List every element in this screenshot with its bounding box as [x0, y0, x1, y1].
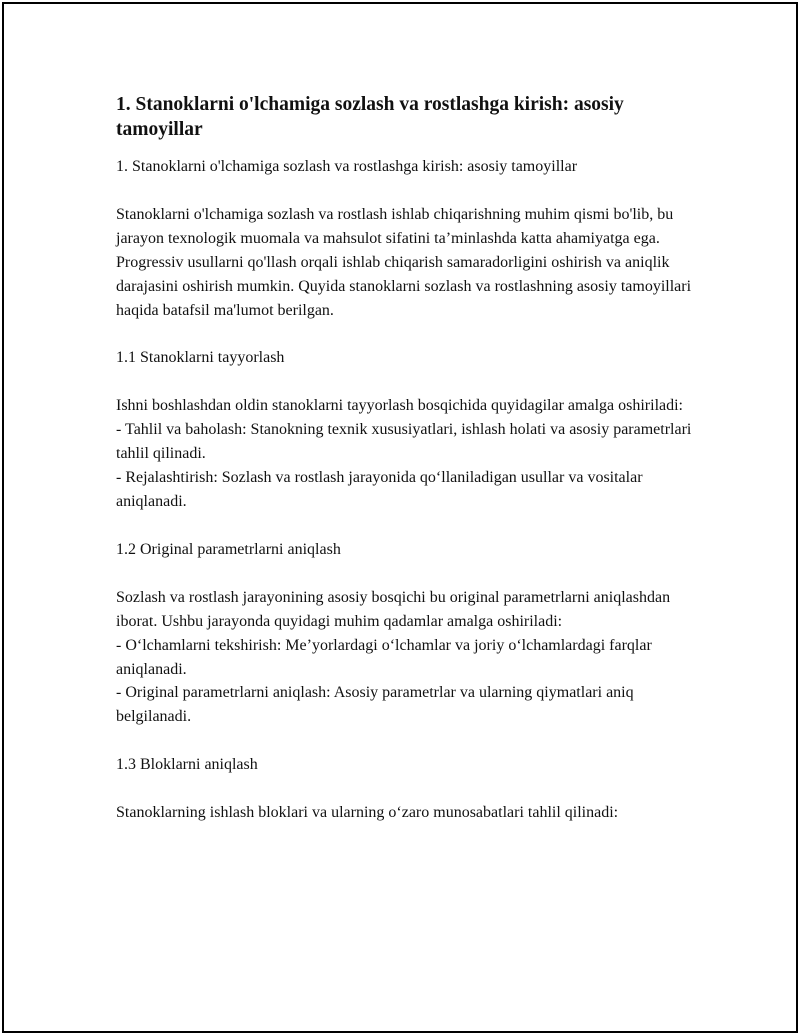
section-heading-1-1: 1.1 Stanoklarni tayyorlash [116, 349, 285, 367]
section-heading-1-3: 1.3 Bloklarni aniqlash [116, 756, 258, 774]
section-heading-1-2: 1.2 Original parametrlarni aniqlash [116, 540, 341, 558]
section-paragraph-1-3: Stanoklarning ishlash bloklari va ularning o‘zaro munosabatlari tahlil qilinadi: [116, 804, 619, 822]
intro-heading-line: 1. Stanoklarni o'lchamiga sozlash va rostlashga kirish: asosiy tamoyillar [116, 158, 578, 175]
section-paragraph-1-1: Ishni boshlashdan oldin stanoklarni tayyorlash bosqichida quyidagilar amalga oshiriladi: - Tahlil va baholash: Stanokning texnik xususiyatlari, ishlash holati va asosiy parametrlari tahlil qilinadi. - Rejalashtirish: Sozlash va rostlash jarayonida qo‘llaniladigan usullar va vositalar aniqlanadi. [116, 397, 692, 510]
document-body [116, 92, 696, 849]
section-paragraph-1-2: Sozlash va rostlash jarayonining asosiy bosqichi bu original parametrlarni aniqlashdan iborat. Ushbu jarayonda quyidagi muhim qadamlar amalga oshiriladi: - O‘lchamlarni tekshirish: Me’yorlardagi o‘lchamlar va joriy o‘lchamlardagi farqlar aniqlanadi. - Original parametrlarni aniqlash: Asosiy parametrlar va ularning qiymatlari aniq belgilanadi. [116, 588, 671, 726]
document-title: 1. Stanoklarni o'lchamiga sozlash va rostlashga kirish: asosiy tamoyillar [116, 94, 624, 140]
intro-paragraph: Stanoklarni o'lchamiga sozlash va rostlash ishlab chiqarishning muhim qismi bo'lib, bu jarayon texnologik muomala va mahsulot sifatini ta’minlashda katta ahamiyatga ega. Progressiv usullarni qo'llash orqali ishlab chiqarish samaradorligini oshirish va aniqlik darajasini oshirish mumkin. Quyida stanoklarni sozlash va rostlashning asosiy tamoyillari haqida batafsil ma'lumot berilgan. [116, 205, 692, 319]
